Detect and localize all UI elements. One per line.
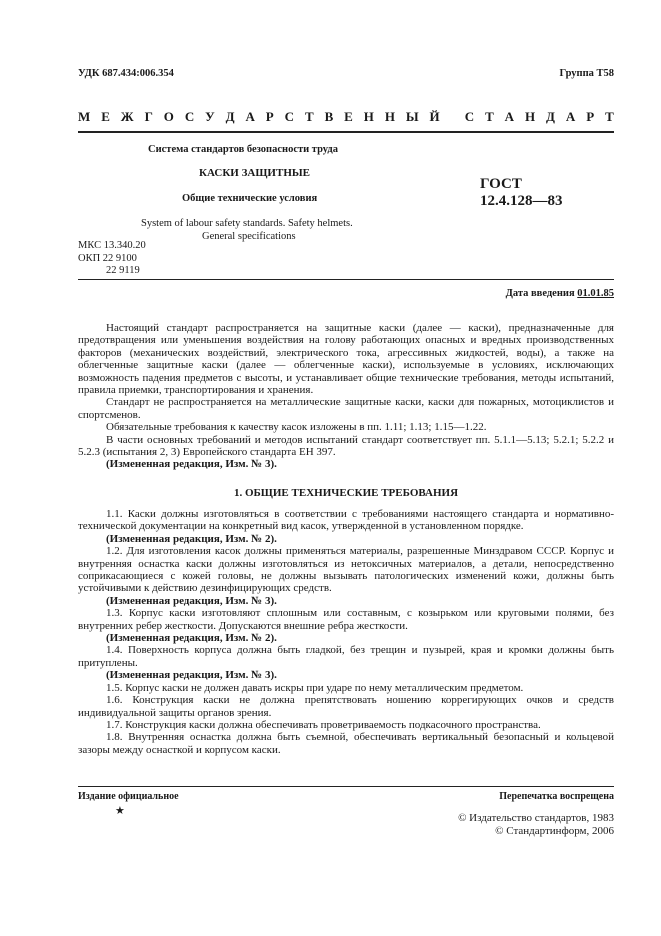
- interstate-letter: Д: [225, 109, 235, 124]
- requirement-paragraph: 1.7. Конструкция каски должна обеспечивать проветриваемость подкасочного пространства.: [106, 718, 541, 731]
- interstate-letter: Е: [101, 109, 110, 124]
- section-heading: 1. ОБЩИЕ ТЕХНИЧЕСКИЕ ТРЕБОВАНИЯ: [233, 487, 459, 499]
- effective-date: [506, 288, 614, 299]
- okp-code-2: 22 9119: [106, 265, 140, 276]
- copyright-line-2: © Стандартинформ, 2006: [495, 825, 614, 837]
- intro-paragraph: Стандарт не распространяется на металлические защитные каски, каски для пожарных, мотоциклистов и спортсменов.: [78, 396, 614, 421]
- star-icon: ★: [115, 805, 125, 817]
- interstate-letter: М: [78, 109, 91, 124]
- interstate-letter: Т: [605, 109, 614, 124]
- gost-number: 12.4.128—83: [480, 193, 563, 209]
- english-title-line-2: General specifications: [202, 231, 296, 242]
- interstate-letter: Р: [265, 109, 274, 124]
- title-rule: [78, 279, 614, 280]
- reprint-prohibited-label: Перепечатка воспрещена: [499, 791, 614, 802]
- amendment-note: (Измененная редакция, Изм. № 2).: [106, 532, 277, 545]
- section-text: [78, 508, 614, 756]
- standards-system-title: Система стандартов безопасности труда: [148, 144, 338, 155]
- copyright-line-1: © Издательство стандартов, 1983: [458, 812, 614, 824]
- udk-code: УДК 687.434:006.354: [78, 68, 174, 79]
- interstate-letter: Д: [546, 109, 555, 124]
- interstate-letter: О: [163, 109, 174, 124]
- interstate-letter: Т: [304, 109, 314, 124]
- requirement-paragraph: 1.8. Внутренняя оснастка должна быть съемной, обеспечивать вертикальный безопасный и кольцевой зазоры между оснасткой и корпусом каски.: [78, 731, 614, 756]
- interstate-letter: А: [245, 109, 255, 124]
- interstate-letter: У: [205, 109, 215, 124]
- intro-paragraph: В части основных требований и методов испытаний стандарт соответствует пп. 5.1.1—5.13; 5.2.1; 5.2.2 и 5.2.3 (испытания 2, 3) Европейского стандарта ЕН 397.: [78, 433, 614, 459]
- classification-codes: [78, 240, 146, 278]
- interstate-letter: Ж: [120, 109, 134, 124]
- document-subtitle: Общие технические условия: [182, 193, 318, 204]
- amendment-note: (Измененная редакция, Изм. № 2).: [106, 632, 277, 645]
- interstate-letter: Е: [344, 109, 353, 124]
- official-edition-label: Издание официальное: [78, 791, 179, 802]
- interstate-letter: А: [565, 109, 576, 124]
- interstate-letter: А: [504, 109, 515, 124]
- group-code: Группа Т58: [559, 68, 614, 79]
- amendment-note: (Измененная редакция, Изм. № 3).: [106, 594, 277, 607]
- intro-paragraph: Настоящий стандарт распространяется на защитные каски (далее — каски), предназначенные для предотвращения или уменьшения воздействия на голову работающих опасных и вредных производственных факторов (механических воздействий, электрического тока, агрессивных жидкостей, воды), а также на облегченные защитные каски (далее — облегченные каски), используемые в условиях, исключающих возможность падения предметов с высоты, и устанавливает общие технические требования, методы испытаний, правила приемки, транспортирования и хранения.: [78, 322, 614, 397]
- requirement-paragraph: 1.3. Корпус каски изготовляют сплошным или составным, с козырьком или круговыми полями, без внутренних ребер жесткости. Допускаются внешние ребра жесткости.: [78, 607, 614, 632]
- interstate-letter: С: [464, 109, 475, 124]
- requirement-paragraph: 1.5. Корпус каски не должен давать искры при ударе по нему металлическим предметом.: [106, 681, 524, 694]
- interstate-letter: Н: [524, 109, 536, 124]
- requirement-paragraph: 1.2. Для изготовления касок должны применяться материалы, разрешенные Минздравом СССР. Корпус и внутренняя оснастка каски должны изготовляться из нетоксичных материалов, а детали, непосредственно соприкасающиеся с кожей головы, не должны вызывать патологических изменений кожи, должны быть устойчивыми к действию дезинфицирующих средств.: [78, 545, 614, 595]
- copyright-block: [458, 812, 614, 838]
- interstate-letter: [451, 109, 454, 125]
- effective-date-value: 01.01.85: [577, 288, 614, 299]
- interstate-standard-heading: [78, 109, 614, 125]
- amendment-note: (Измененная редакция, Изм. № 3).: [106, 669, 277, 682]
- intro-text: [78, 322, 614, 471]
- english-title-line-1: System of labour safety standards. Safety helmets.: [141, 218, 353, 229]
- mks-code: МКС 13.340.20: [78, 240, 146, 251]
- requirement-paragraph: 1.1. Каски должны изготовляться в соответствии с требованиями настоящего стандарта и нормативно-технической документации на конкретный вид касок, утвержденной в установленном порядке.: [78, 508, 614, 533]
- interstate-letter: Н: [363, 109, 374, 124]
- interstate-letter: С: [184, 109, 195, 124]
- amendment-note: (Измененная редакция, Изм. № 3).: [106, 458, 277, 471]
- interstate-letter: Й: [429, 109, 440, 124]
- intro-paragraph: Обязательные требования к качеству касок изложены в пп. 1.11; 1.13; 1.15—1.22.: [106, 421, 487, 434]
- document-title: КАСКИ ЗАЩИТНЫЕ: [199, 167, 311, 179]
- interstate-letter: С: [284, 109, 295, 124]
- footer-rule: [78, 786, 614, 787]
- requirement-paragraph: 1.6. Конструкция каски не должна препятствовать ношению коррегирующих очков и средств индивидуальной защиты органов зрения.: [78, 694, 614, 719]
- interstate-letter: В: [324, 109, 334, 124]
- interstate-letter: Т: [485, 109, 494, 124]
- gost-label: ГОСТ: [480, 176, 522, 192]
- header-rule: [78, 131, 614, 133]
- interstate-letter: Г: [144, 109, 153, 124]
- interstate-letter: Ы: [405, 109, 419, 124]
- requirement-paragraph: 1.4. Поверхность корпуса должна быть гладкой, без трещин и пузырей, края и кромки должны быть притуплены.: [78, 644, 614, 669]
- interstate-letter: Н: [384, 109, 395, 124]
- effective-date-label: Дата введения: [505, 288, 575, 299]
- gost-designation: [480, 176, 563, 210]
- okp-code-1: ОКП 22 9100: [78, 252, 137, 264]
- interstate-letter: Р: [586, 109, 595, 124]
